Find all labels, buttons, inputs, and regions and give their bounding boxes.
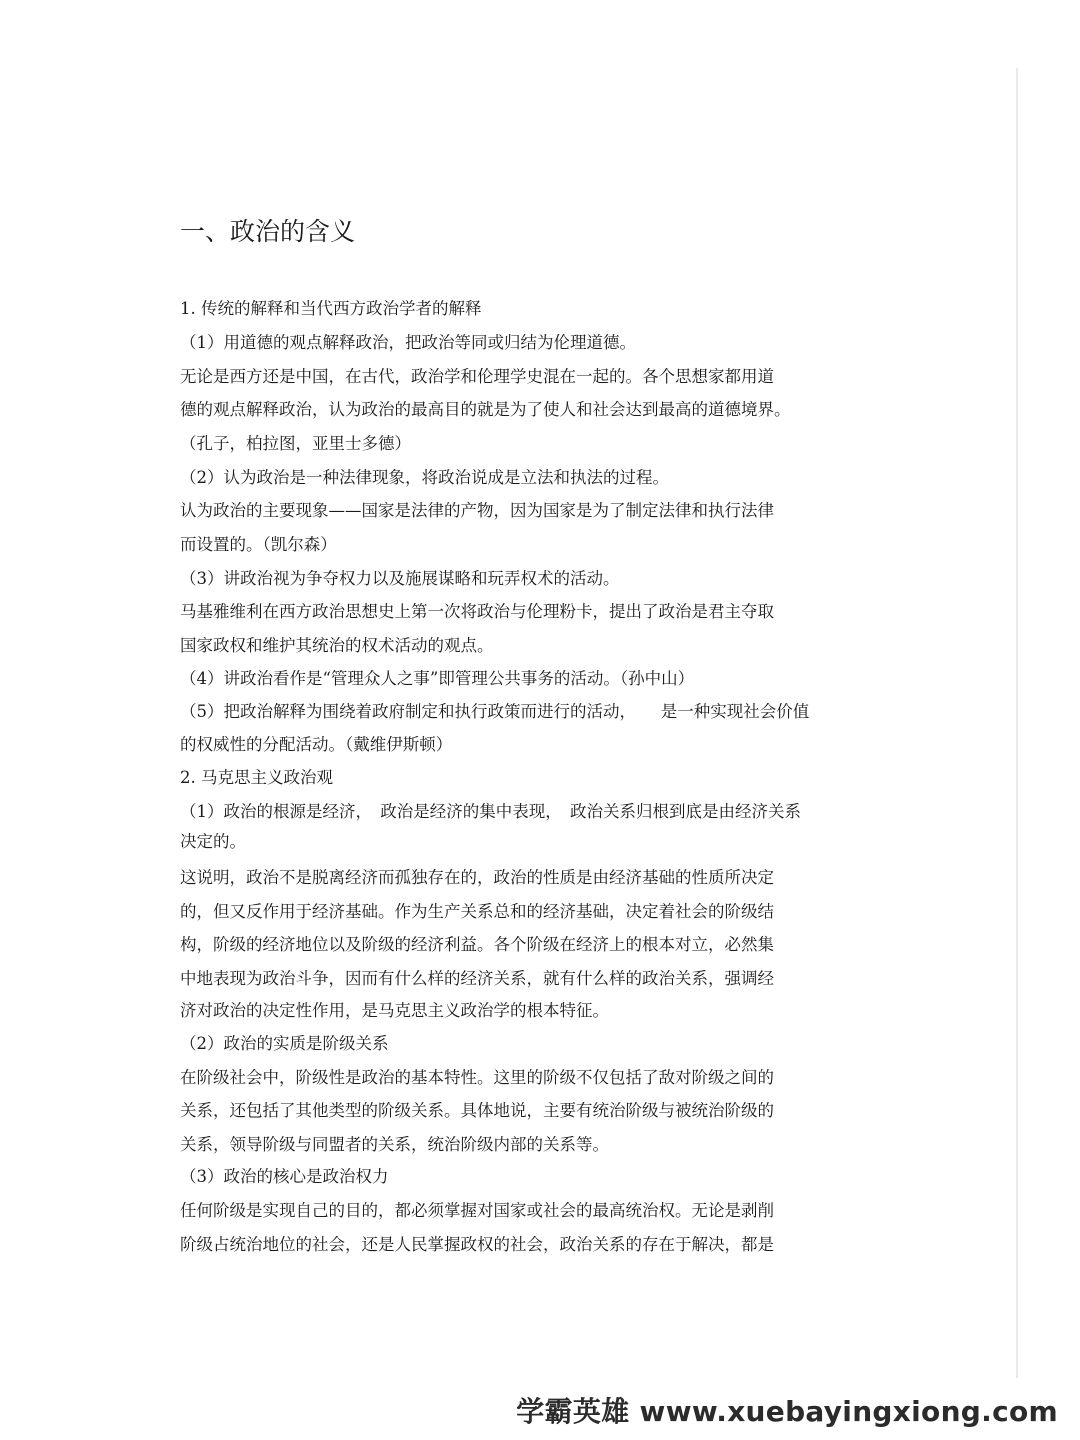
section-title: 一、政治的含义 xyxy=(180,217,356,246)
paragraph-line: （3）讲政治视为争夺权力以及施展谋略和玩弄权术的活动。 xyxy=(180,569,620,588)
paragraph-line: （4）讲政治看作是“管理众人之事”即管理公共事务的活动。（孙中山） xyxy=(180,669,695,688)
paragraph-line: 的，但又反作用于经济基础。作为生产关系总和的经济基础，决定着社会的阶级结 xyxy=(180,902,774,921)
paragraph-line: （1）用道德的观点解释政治，把政治等同或归结为伦理道德。 xyxy=(180,333,636,352)
paragraph-line: （5）把政治解释为围绕着政府制定和执行政策而进行的活动， 是一种实现社会价值 xyxy=(180,702,810,721)
paragraph-line: 认为政治的主要现象——国家是法律的产物，因为国家是为了制定法律和执行法律 xyxy=(180,501,774,520)
paragraph-line: 的权威性的分配活动。（戴维伊斯顿） xyxy=(180,735,453,754)
paragraph-line: 无论是西方还是中国，在古代，政治学和伦理学史混在一起的。各个思想家都用道 xyxy=(180,367,774,386)
page-edge-divider xyxy=(1016,68,1018,1378)
paragraph-line: 关系，领导阶级与同盟者的关系，统治阶级内部的关系等。 xyxy=(180,1135,609,1154)
paragraph-line: （2）认为政治是一种法律现象，将政治说成是立法和执法的过程。 xyxy=(180,468,669,487)
paragraph-line: 国家政权和维护其统治的权术活动的观点。 xyxy=(180,636,494,655)
site-watermark: 学霸英雄 www.xuebayingxiong.com xyxy=(516,1395,1058,1428)
paragraph-line: （3）政治的核心是政治权力 xyxy=(180,1167,389,1186)
paragraph-line: （孔子，柏拉图，亚里士多德） xyxy=(180,434,411,453)
paragraph-line: （1）政治的根源是经济， 政治是经济的集中表现， 政治关系归根到底是由经济关系 xyxy=(180,802,801,821)
paragraph-line: 马基雅维利在西方政治思想史上第一次将政治与伦理粉卡，提出了政治是君主夺取 xyxy=(180,602,774,621)
paragraph-line: 济对政治的决定性作用，是马克思主义政治学的根本特征。 xyxy=(180,1001,609,1020)
paragraph-line: 中地表现为政治斗争，因而有什么样的经济关系，就有什么样的政治关系，强调经 xyxy=(180,969,774,988)
paragraph-line: 2. 马克思主义政治观 xyxy=(180,768,333,787)
paragraph-line: 在阶级社会中，阶级性是政治的基本特性。这里的阶级不仅包括了敌对阶级之间的 xyxy=(180,1068,774,1087)
paragraph-line: （2）政治的实质是阶级关系 xyxy=(180,1034,389,1053)
paragraph-line: 而设置的。（凯尔森） xyxy=(180,535,337,554)
paragraph-line: 德的观点解释政治，认为政治的最高目的就是为了使人和社会达到最高的道德境界。 xyxy=(180,400,791,419)
paragraph-line: 1. 传统的解释和当代西方政治学者的解释 xyxy=(180,299,482,318)
paragraph-line: 任何阶级是实现自己的目的，都必须掌握对国家或社会的最高统治权。无论是剥削 xyxy=(180,1201,774,1220)
paragraph-line: 关系，还包括了其他类型的阶级关系。具体地说，主要有统治阶级与被统治阶级的 xyxy=(180,1101,774,1120)
paragraph-line: 这说明，政治不是脱离经济而孤独存在的，政治的性质是由经济基础的性质所决定 xyxy=(180,868,774,887)
paragraph-line: 阶级占统治地位的社会，还是人民掌握政权的社会，政治关系的存在于解决，都是 xyxy=(180,1235,774,1254)
paragraph-line: 构，阶级的经济地位以及阶级的经济利益。各个阶级在经济上的根本对立，必然集 xyxy=(180,935,774,954)
paragraph-line: 决定的。 xyxy=(180,832,246,851)
